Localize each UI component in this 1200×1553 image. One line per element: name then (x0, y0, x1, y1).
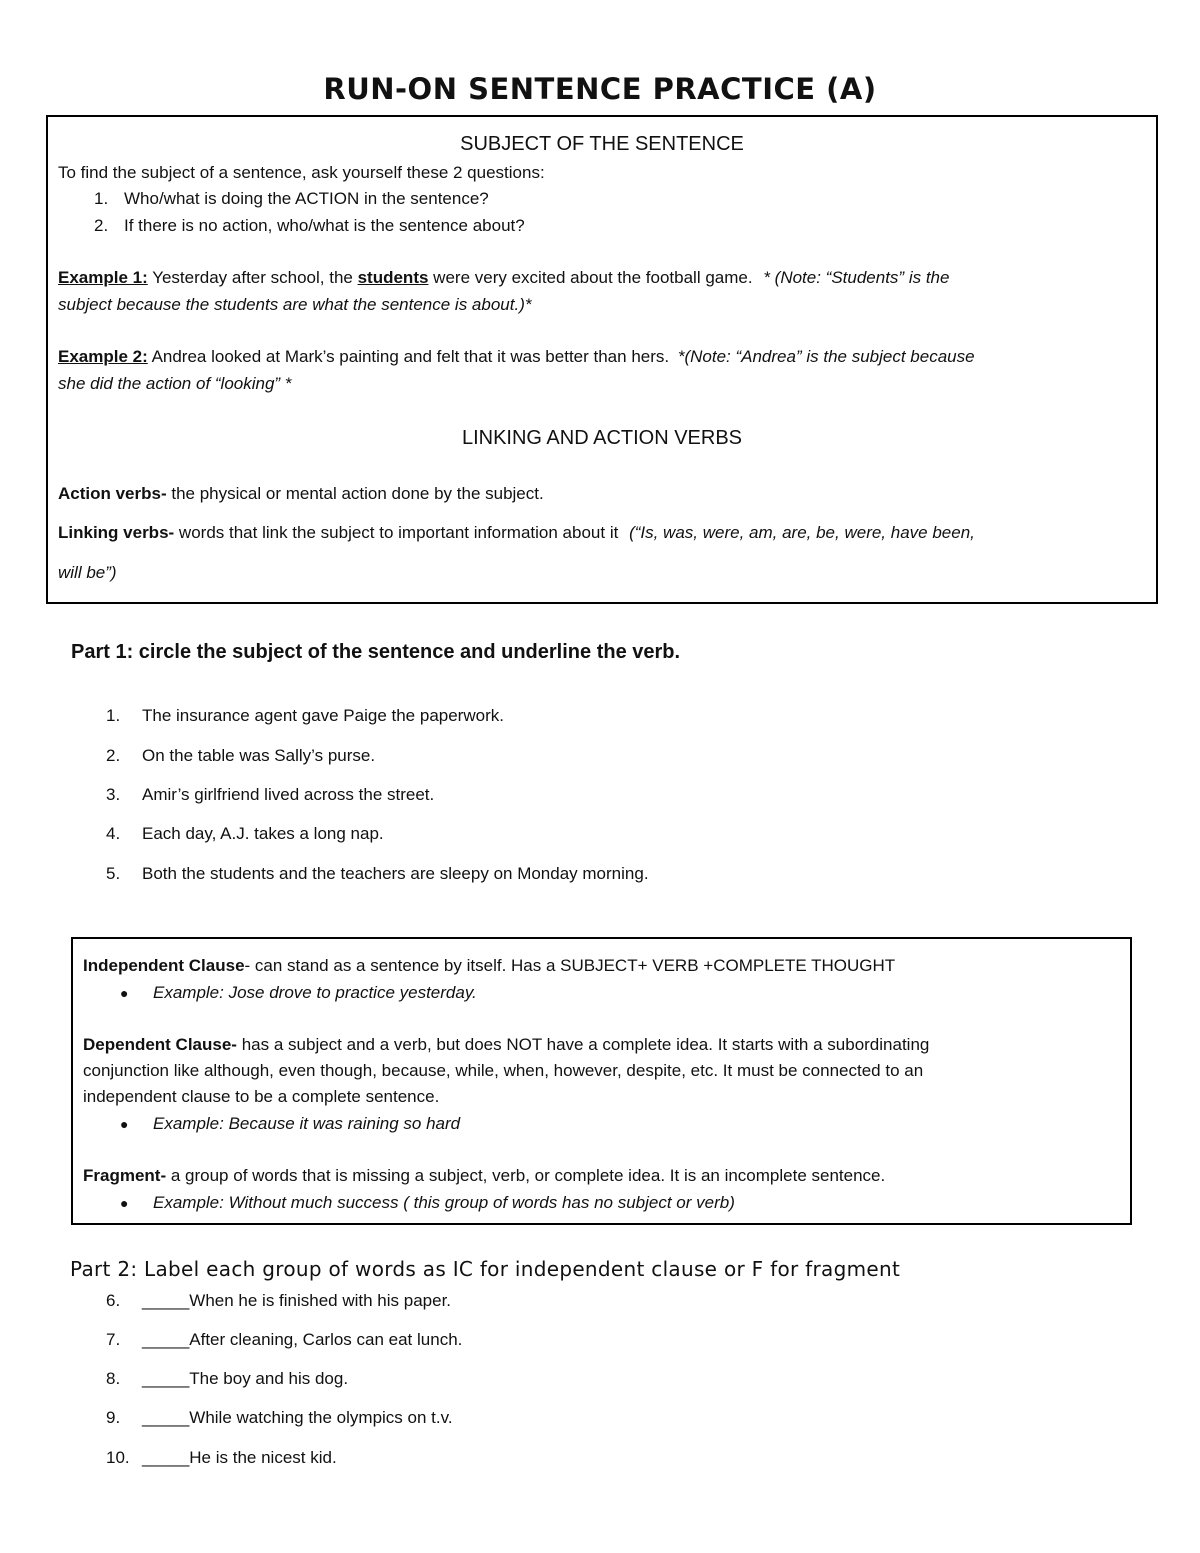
part-1-heading: Part 1: circle the subject of the sentence and underline the verb. (71, 641, 681, 663)
page-title: RUN-ON SENTENCE PRACTICE (A) (323, 72, 877, 106)
example-1-note-cont: subject because the students are what the sentence is about.)* (58, 295, 532, 314)
fragment-label: Fragment- (83, 1166, 167, 1185)
dependent-clause-line-2: conjunction like although, even though, because, while, when, however, despite, etc. It must be connected to an (83, 1061, 924, 1080)
item-text: Amir’s girlfriend lived across the street. (142, 785, 435, 804)
item-number: 7. (106, 1330, 121, 1349)
verbs-heading: LINKING AND ACTION VERBS (461, 427, 743, 449)
subject-intro: To find the subject of a sentence, ask yourself these 2 questions: (58, 163, 545, 182)
example-1-post: were very excited about the football game. (433, 268, 753, 287)
item-text: On the table was Sally’s purse. (142, 746, 376, 765)
item-text: _____When he is finished with his paper. (142, 1291, 452, 1310)
question-item (94, 189, 489, 209)
dependent-clause-label: Dependent Clause- (83, 1035, 237, 1054)
item-text: _____He is the nicest kid. (142, 1448, 337, 1467)
question-text: Who/what is doing the ACTION in the sentence? (124, 189, 489, 208)
example-1-pre: Yesterday after school, the (152, 268, 353, 287)
example-1-label: Example 1: (58, 268, 148, 287)
item-text: _____After cleaning, Carlos can eat lunch. (142, 1330, 463, 1349)
item-text: _____The boy and his dog. (142, 1369, 349, 1388)
linking-verbs (58, 523, 975, 543)
subject-info-box (46, 115, 1158, 604)
list-item (106, 1369, 348, 1389)
dependent-clause-text: has a subject and a verb, but does NOT have a complete idea. It starts with a subordinating (241, 1035, 930, 1054)
action-verbs (58, 484, 544, 504)
example-2-note-cont: she did the action of “looking” * (58, 374, 292, 393)
example-1-subject: students (357, 268, 429, 287)
bullet-icon: ● (120, 985, 129, 1001)
fragment-example: Example: Without much success ( this group of words has no subject or verb) (153, 1193, 735, 1212)
item-text: Both the students and the teachers are sleepy on Monday morning. (142, 864, 649, 883)
item-number: 4. (106, 824, 121, 843)
action-verbs-text: the physical or mental action done by the subject. (171, 484, 544, 503)
linking-verbs-note: (“Is, was, were, am, are, be, were, have been, (629, 523, 975, 542)
list-item (106, 1408, 453, 1428)
list-item (106, 864, 649, 884)
action-verbs-label: Action verbs- (58, 484, 167, 503)
list-item (106, 706, 504, 726)
example-2-note: *(Note: “Andrea” is the subject because (677, 347, 975, 366)
independent-clause-text: - can stand as a sentence by itself. Has a SUBJECT+ VERB +COMPLETE THOUGHT (244, 956, 896, 975)
independent-clause (83, 956, 895, 976)
dependent-clause-example: Example: Because it was raining so hard (153, 1114, 461, 1133)
item-number: 10. (106, 1448, 130, 1467)
item-text: Each day, A.J. takes a long nap. (142, 824, 384, 843)
item-text: _____While watching the olympics on t.v. (142, 1408, 453, 1427)
item-number: 8. (106, 1369, 121, 1388)
fragment (83, 1166, 885, 1186)
list-item (106, 785, 434, 805)
subject-heading: SUBJECT OF THE SENTENCE (460, 133, 744, 155)
item-text: The insurance agent gave Paige the paperwork. (142, 706, 504, 725)
list-item (106, 1448, 337, 1468)
question-text: If there is no action, who/what is the sentence about? (124, 216, 525, 235)
example-1 (58, 268, 949, 288)
list-item (106, 1330, 462, 1350)
item-number: 2. (106, 746, 121, 765)
example-2-text: Andrea looked at Mark’s painting and felt that it was better than hers. (151, 347, 670, 366)
item-number: 6. (106, 1291, 121, 1310)
item-number: 3. (106, 785, 121, 804)
question-item (94, 216, 525, 236)
independent-clause-example: Example: Jose drove to practice yesterday. (153, 983, 477, 1002)
independent-clause-label: Independent Clause (83, 956, 245, 975)
item-number: 5. (106, 864, 121, 883)
linking-verbs-text: words that link the subject to important information about it (178, 523, 619, 542)
list-item (106, 746, 375, 766)
item-number: 1. (106, 706, 121, 725)
item-number: 9. (106, 1408, 121, 1427)
fragment-text: a group of words that is missing a subject, verb, or complete idea. It is an incomplete sentence. (170, 1166, 886, 1185)
bullet-icon: ● (120, 1116, 129, 1132)
example-2-label: Example 2: (58, 347, 148, 366)
dependent-clause (83, 1035, 929, 1055)
list-item (106, 824, 384, 844)
clause-info-box (71, 937, 1132, 1225)
linking-verbs-label: Linking verbs- (58, 523, 175, 542)
dependent-clause-line-3: independent clause to be a complete sentence. (83, 1087, 440, 1106)
linking-verbs-note-cont: will be”) (58, 563, 117, 582)
example-1-note: * (Note: “Students” is the (763, 268, 950, 287)
part-2-heading: Part 2: Label each group of words as IC for independent clause or F for fragment (70, 1257, 901, 1281)
list-item (106, 1291, 451, 1311)
example-2 (58, 347, 975, 367)
question-number: 2. (94, 216, 109, 235)
bullet-icon: ● (120, 1195, 129, 1211)
question-number: 1. (94, 189, 109, 208)
